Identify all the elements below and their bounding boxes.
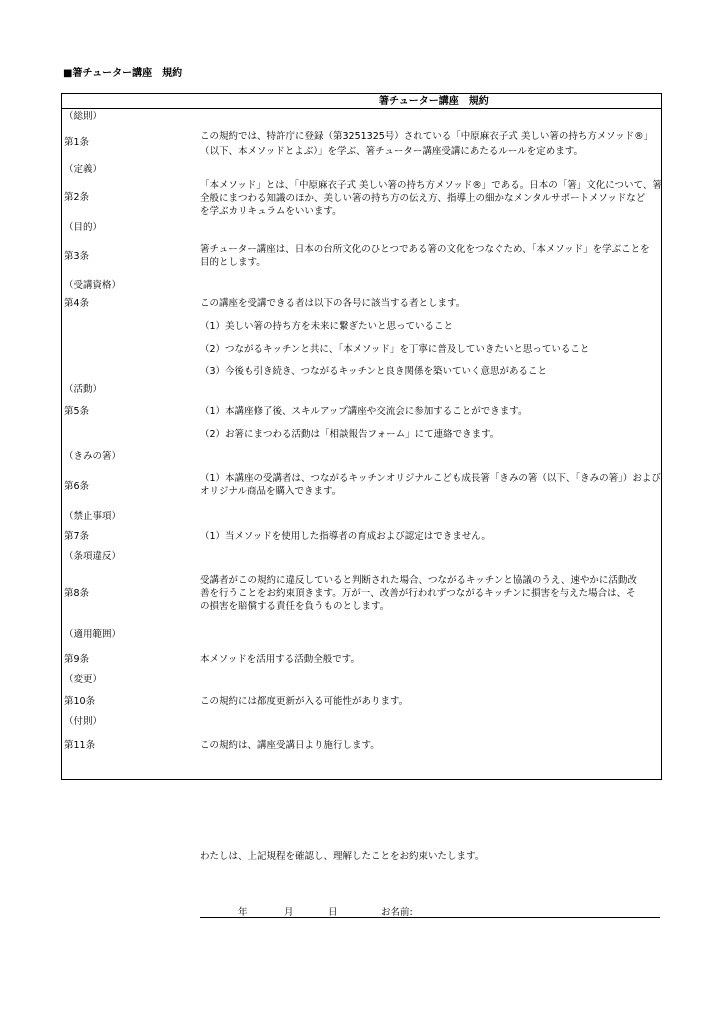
section-change: （変更） [64,674,103,685]
article-4-item-3: （3）今後も引き続き、つながるキッチンと良き関係を築いていく意思があること [200,366,548,377]
article-1-line-2: （以下、本メソッドとよぶ）」を学ぶ、箸チューター講座受講にあたるルールを定めます。 [200,146,583,157]
terms-title: 箸チューター講座 規約 [379,96,489,107]
article-4-intro: この講座を受講できる者は以下の各号に該当する者とします。 [200,298,466,309]
article-10-label: 第10条 [64,696,96,707]
terms-title-row [61,93,662,109]
article-3-line-1: 箸チューター講座は、日本の台所文化のひとつである箸の文化をつなぐため、「本メソッド」を学ぶことを [200,244,650,255]
article-7-label: 第7条 [64,531,90,542]
article-8-line-3: の損害を賠償する責任を負うものとします。 [200,601,390,612]
section-purpose: （目的） [64,222,103,233]
section-kimino: （きみの箸） [64,451,122,462]
article-6-text [200,472,661,498]
article-4-label: 第4条 [64,298,90,309]
article-10-text: この規約には都度更新が入る可能性があります。 [200,696,409,707]
article-6-line-1: （1）本講座の受講者は、つながるキッチンオリジナルこども成長箸「きみの箸（以下、「きみの箸」）および [200,473,661,484]
article-1-label: 第1条 [64,137,90,148]
article-9-label: 第9条 [64,654,90,665]
signature-line [200,917,660,918]
article-9-text: 本メソッドを活用する活動全般です。 [200,654,360,665]
section-violation: （条項違反） [64,551,122,562]
section-general: （総則） [64,111,103,122]
article-1-line-1: この規約では、特許庁に登録（第3251325号）されている「中原麻衣子式 美しい箸の持ち方メソッド®」 [200,131,654,142]
article-2-line-1: 「本メソッド」とは、「中原麻衣子式 美しい箸の持ち方メソッド®」である。日本の「箸」文化について、箸 [200,180,662,191]
signature-day-label: 日 [328,907,338,918]
article-2-line-3: を学ぶカリキュラムをいいます。 [200,206,342,217]
article-2-line-2: 全般にまつわる知識のほか、美しい箸の持ち方の伝え方、指導上の細かなメンタルサポートメソッドなど [200,193,646,204]
article-8-line-1: 受講者がこの規約に違反していると判断された場合、つながるキッチンと協議のうえ、速やかに活動改 [200,575,637,586]
article-2-text [200,179,662,218]
section-eligibility: （受講資格） [64,280,122,291]
article-1-text [200,130,656,158]
article-6-line-2: オリジナル商品を購入できます。 [200,486,342,497]
article-4-item-2: （2）つながるキッチンと共に、「本メソッド」を丁寧に普及していきたいと思っていること [200,344,590,355]
article-7-text: （1）当メソッドを使用した指導者の育成および認定はできません。 [200,531,491,542]
section-prohibited: （禁止事項） [64,511,122,522]
article-2-label: 第2条 [64,192,90,203]
section-scope: （適用範囲） [64,629,122,640]
signature-month-label: 月 [284,907,294,918]
article-11-text: この規約は、講座受講日より施行します。 [200,740,380,751]
article-8-text [200,574,656,613]
signature-name-label: お名前: [381,907,413,918]
signature-year-label: 年 [238,907,248,918]
section-activities: （活動） [64,384,103,395]
document-heading: ■箸チューター講座 規約 [63,68,183,79]
article-5-item-2: （2）お箸にまつわる活動は「相談報告フォーム」にて連絡できます。 [200,429,500,440]
article-8-label: 第8条 [64,588,90,599]
article-5-item-1: （1）本講座修了後、スキルアップ講座や交流会に参加することができます。 [200,406,528,417]
article-5-label: 第5条 [64,406,90,417]
section-definition: （定義） [64,164,103,175]
article-4-item-1: （1）美しい箸の持ち方を未来に繋ぎたいと思っていること [200,321,454,332]
article-11-label: 第11条 [64,740,96,751]
article-3-label: 第3条 [64,251,90,262]
article-3-text [200,243,656,269]
section-supplementary: （付則） [64,716,103,727]
article-3-line-2: 目的とします。 [200,257,266,268]
article-8-line-2: 善を行うことをお約束頂きます。万が一、改善が行われずつながるキッチンに損害を与えた場合は、そ [200,588,636,599]
article-6-label: 第6条 [64,481,90,492]
pledge-statement: わたしは、上記規程を確認し、理解したことをお約束いたします。 [200,851,485,862]
